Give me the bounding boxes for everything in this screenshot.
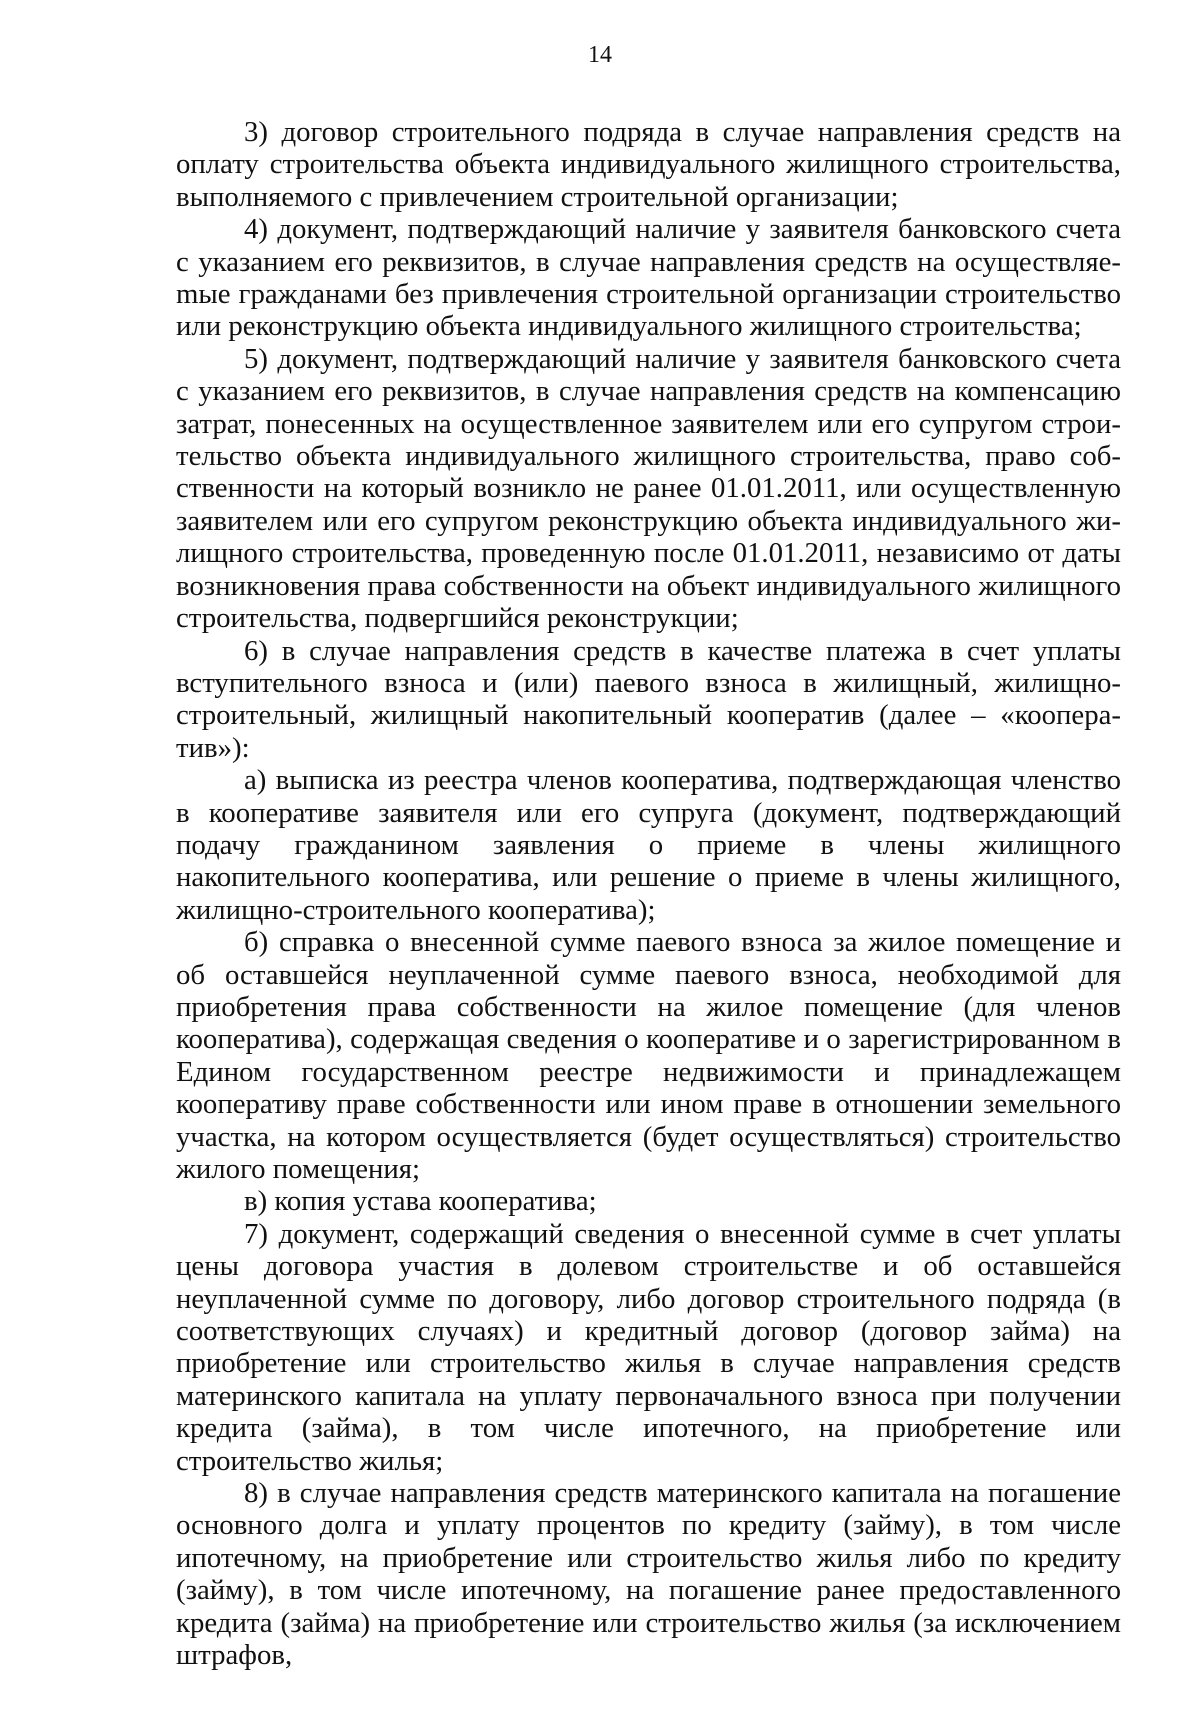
paragraph-item-5: 5) документ, подтверждающий наличие у заявителя банковского счета с указанием его реквизитов, в случае направления средств на компенсацию затрат, понесенных на осуществленное заявителем или его супругом строительство объекта индивидуального жилищного строительства, право собственности на который возникло не ранее 01.01.2011, или осуществленную заявителем или его супругом реконструкцию объекта индивидуального жилищного строительства, проведенную после 01.01.2011, независимо от даты возникновения права собственности на объект индивидуального жилищного строительства, подвергшийся реконструкции; [176,342,1121,635]
document-body [176,116,1121,1672]
paragraph-subitem-b: б) справка о внесенной сумме паевого взноса за жилое помещение и об оставшейся неуплаченной сумме паевого взноса, необходимой для приобретения права собственности на жилое помещение (для членов кооператива), содержащая сведения о кооперативе и о зарегистрированном в Едином государственном реестре недвижимости и принадлежащем кооперативу праве собственности или ином праве в отношении земельного участка, на котором осуществляется (будет осуществляться) строительство жилого помещения; [176,926,1121,1185]
page-number: 14 [588,42,612,68]
paragraph-subitem-a: а) выписка из реестра членов кооператива, подтверждающая членство в кооперативе заявителя или его супруга (документ, подтверждающий подачу гражданином заявления о приеме в члены жилищного накопительного кооператива, или решение о приеме в члены жилищного, жилищно-строительного кооператива); [176,764,1121,926]
paragraph-item-3: 3) договор строительного подряда в случае направления средств на оплату строительства объекта индивидуального жилищного строительства, выполняемого с привлечением строительной организации; [176,116,1121,213]
paragraph-item-6: 6) в случае направления средств в качестве платежа в счет уплаты вступительного взноса и (или) паевого взноса в жилищный, жилищно-строительный, жилищный накопительный кооператив (далее – «кооператив»): [176,634,1121,764]
paragraph-item-4: 4) документ, подтверждающий наличие у заявителя банковского счета с указанием его реквизитов, в случае направления средств на осуществляеmые гражданами без привлечения строительной организации строительство или реконструкцию объекта индивидуального жилищного строительства; [176,213,1121,343]
paragraph-subitem-v: в) копия устава кооператива; [244,1185,597,1218]
paragraph-item-8: 8) в случае направления средств материнского капитала на погашение основного долга и уплату процентов по кредиту (займу), в том числе ипотечному, на приобретение или строительство жилья либо по кредиту (займу), в том числе ипотечному, на погашение ранее предоставленного кредита (займа) на приобретение или строительство жилья (за исключением штрафов, [176,1477,1121,1672]
paragraph-item-7: 7) документ, содержащий сведения о внесенной сумме в счет уплаты цены договора участия в долевом строительстве и об оставшейся неуплаченной сумме по договору, либо договор строительного подряда (в соответствующих случаях) и кредитный договор (договор займа) на приобретение или строительство жилья в случае направления средств материнского капитала на уплату первоначального взноса при получении кредита (займа), в том числе ипотечного, на приобретение или строительство жилья; [176,1217,1121,1477]
